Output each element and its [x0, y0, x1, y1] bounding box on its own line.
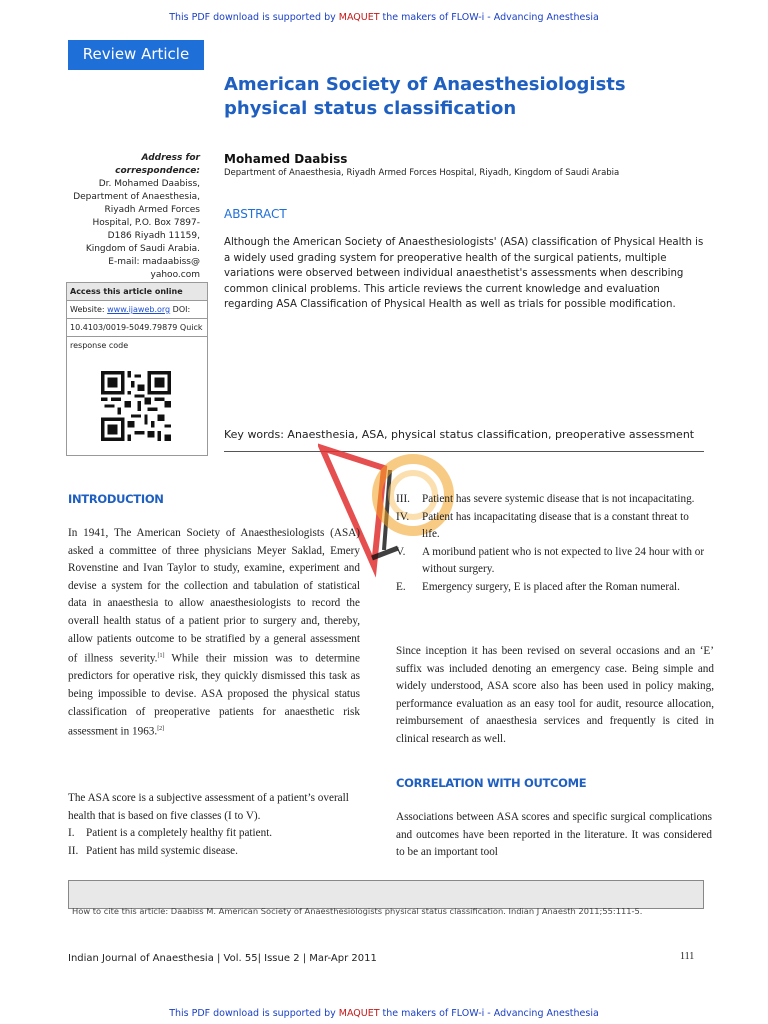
correspondence-email: E-mail: madaabiss@: [108, 257, 200, 267]
website-row: Website: www.ijaweb.org DOI:: [67, 301, 207, 319]
qr-label: response code: [70, 341, 129, 350]
asa-class-item: IV. Patient has incapacitating disease that is a constant threat to life.: [396, 510, 689, 541]
top-banner[interactable]: This PDF download is supported by MAQUET the makers of FLOW-i - Advancing Anesthesia: [169, 12, 599, 23]
qr-code-icon[interactable]: [101, 371, 171, 441]
access-box-header: Access this article online: [67, 283, 207, 301]
introduction-heading: INTRODUCTION: [68, 492, 164, 506]
keywords-text: Anaesthesia, ASA, physical status classification, preoperative assessment: [287, 428, 695, 441]
article-title: American Society of Anaesthesiologists physical status classification: [224, 74, 626, 119]
asa-class-item: I. Patient is a completely healthy fit patient.: [68, 827, 273, 840]
reference-1[interactable]: [1]: [157, 653, 165, 660]
website-link[interactable]: www.ijaweb.org: [107, 305, 171, 314]
revision-paragraph: Since inception it has been revised on several occasions and an ‘E’ suffix was included denoting an emergency case. Being simple and widely understood, ASA score also has been used in policy making, performance evaluation as an easy tool for audit, resource allocation, reimbursement of anaesthesia services and frequently is cited in clinical research as well.: [396, 645, 714, 745]
correspondence-address: [60, 152, 200, 282]
correspondence-line: Hospital, P.O. Box 7897-: [92, 218, 200, 228]
author-affiliation: Department of Anaesthesia, Riyadh Armed Forces Hospital, Riyadh, Kingdom of Saudi Arabia: [224, 168, 620, 178]
asa-class-item: V. A moribund patient who is not expected to live 24 hour with or without surgery.: [396, 545, 705, 576]
correspondence-line: Kingdom of Saudi Arabia.: [85, 244, 200, 254]
correlation-heading: CORRELATION WITH OUTCOME: [396, 776, 587, 790]
footer-journal-info: Indian Journal of Anaesthesia | Vol. 55| Issue 2 | Mar-Apr 2011: [68, 953, 377, 964]
keywords-label: Key words:: [224, 428, 288, 441]
correspondence-line: Riyadh Armed Forces: [104, 205, 200, 215]
asa-class-item: III. Patient has severe systemic disease that is not incapacitating.: [396, 493, 695, 505]
reference-2[interactable]: [2]: [157, 726, 165, 733]
correlation-paragraph: Associations between ASA scores and specific surgical complications and outcomes have been reported in the literature. It was considered to be an important tool: [396, 811, 712, 859]
asa-class-item: E. Emergency surgery, E is placed after the Roman numeral.: [396, 580, 680, 593]
asa-class-list: [396, 491, 706, 597]
keywords-divider: [224, 451, 704, 452]
asa-score-paragraph: The ASA score is a subjective assessment of a patient’s overall health that is based on five classes (I to V). I. Patient is a completely healthy fit patient. II. Patient has mild systemic disease.: [68, 790, 360, 860]
correspondence-line: D186 Riyadh 11159,: [107, 231, 200, 241]
keywords: [224, 428, 704, 441]
article-type-badge: Review Article: [68, 40, 204, 70]
correspondence-email: yahoo.com: [150, 270, 200, 280]
doi-row: 10.4103/0019-5049.79879 Quick: [67, 319, 207, 337]
bottom-banner[interactable]: This PDF download is supported by MAQUET the makers of FLOW-i - Advancing Anesthesia: [169, 1008, 599, 1019]
asa-class-item: II. Patient has mild systemic disease.: [68, 844, 238, 857]
abstract-text: Although the American Society of Anaesthesiologists' (ASA) classification of Physical Health is a widely used grading system for preoperative health of the surgical patients, multiple variations were observed between individual anaesthetist's assessments when describing common clinical problems. This article reviews the current knowledge and evaluation regarding ASA Classification of Physical Health as well as trials for possible modification.: [224, 237, 704, 310]
correspondence-heading: Address for correspondence:: [115, 153, 200, 176]
citation-box: [68, 880, 704, 909]
banner-brand: MAQUET: [338, 1008, 380, 1019]
citation-text: How to cite this article: Daabiss M. American Society of Anaesthesiologists physical status classification. Indian J Anaesth 2011;55:111-5.: [72, 906, 643, 916]
correspondence-line: Department of Anaesthesia,: [73, 192, 200, 202]
author-name: Mohamed Daabiss: [224, 152, 348, 166]
banner-brand: MAQUET: [338, 12, 380, 23]
abstract-heading: ABSTRACT: [224, 207, 287, 221]
correspondence-line: Dr. Mohamed Daabiss,: [98, 179, 200, 189]
introduction-paragraph: In 1941, The American Society of Anaesthesiologists (ASA) asked a committee of three physicians Meyer Saklad, Emery Rovenstine and Ivan Taylor to study, examine, experiment and devise a system for the collection and tabulation of statistical data in anaesthesia to allow anaesthesiologists to record the overall health status of a patient prior to surgery and, thereby, allow patients outcome to be stratified by a general assessment of illness severity.[1] While their mission was to determine predictors for operative risk, they quickly dismissed this task as being impossible to devise. ASA proposed the physical status classification of preoperative patients for anaesthetic risk assessment in 1963.[2]: [68, 527, 360, 738]
page-number: 111: [680, 951, 695, 962]
